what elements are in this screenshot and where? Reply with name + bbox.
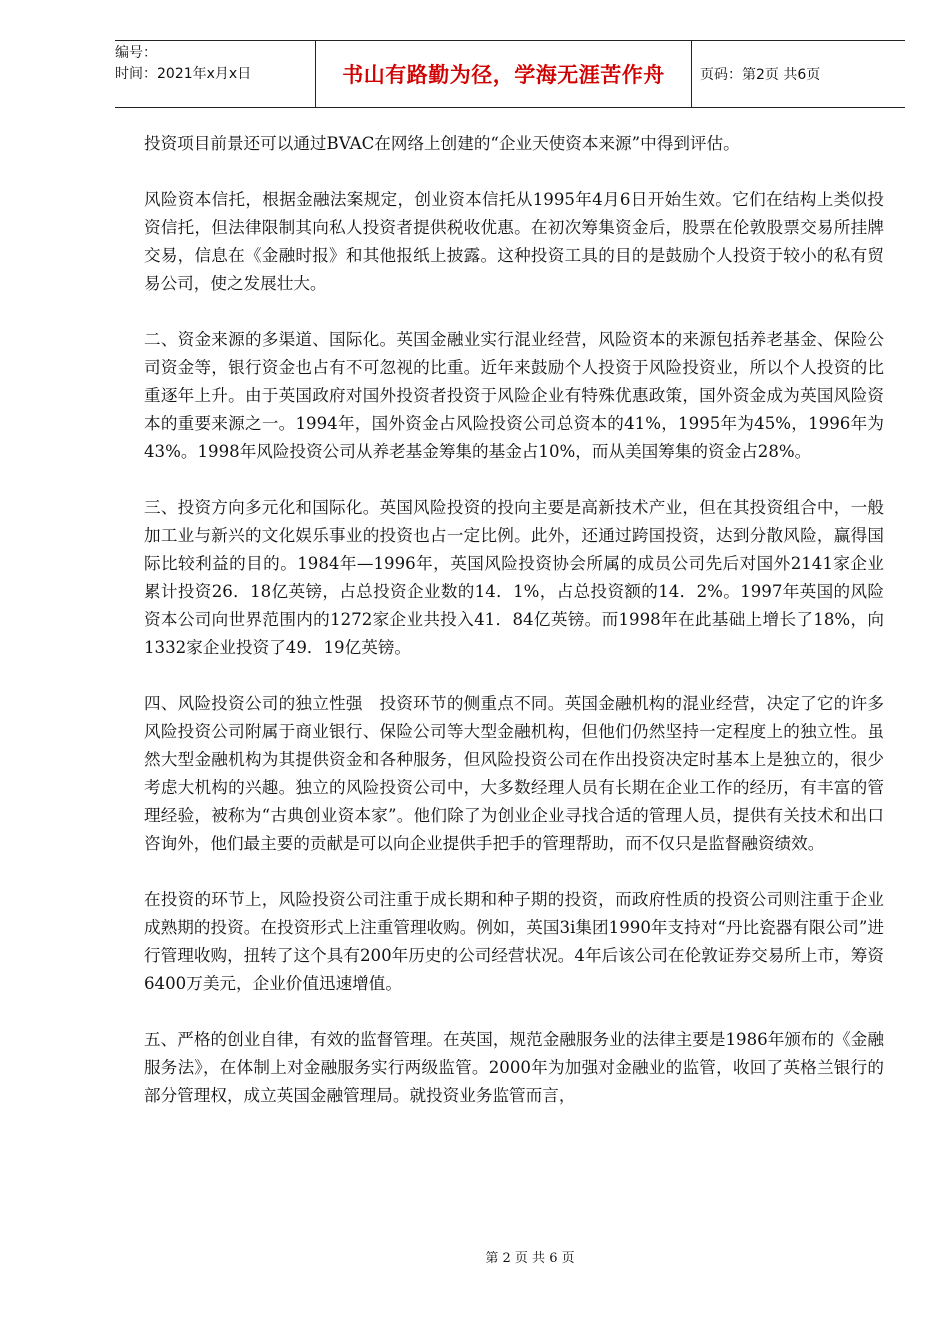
header-meta (115, 41, 315, 109)
paragraph: 投资项目前景还可以通过BVAC在网络上创建的“企业天使资本来源”中得到评估。 (144, 134, 740, 153)
page-label: 页码：第2页 共6页 (700, 67, 821, 83)
serial-label: 编号： (115, 45, 157, 61)
time-label: 时间：2021年x月x日 (115, 66, 252, 82)
footer-page-number: 第 2 页 共 6 页 (485, 1251, 575, 1266)
paragraph: 在投资的环节上，风险投资公司注重于成长期和种子期的投资，而政府性质的投资公司则注重于企业成熟期的投资。在投资形式上注重管理收购。例如，英国3i集团1990年支持对“丹比瓷器有限公司”进行管理收购，扭转了这个具有200年历史的公司经营状况。4年后该公司在伦敦证券交易所上市，筹资6400万美元，企业价值迅速增值。 (144, 890, 884, 993)
page-footer (0, 1247, 950, 1266)
page-header (115, 40, 905, 108)
motto-text: 书山有路勤为径，学海无涯苦作舟 (342, 63, 665, 87)
paragraph: 二、资金来源的多渠道、国际化。英国金融业实行混业经营，风险资本的来源包括养老基金、保险公司资金等，银行资金也占有不可忽视的比重。近年来鼓励个人投资于风险投资业，所以个人投资的比重逐年上升。由于英国政府对国外投资者投资于风险企业有特殊优惠政策，国外资金成为英国风险资本的重要来源之一。1994年，国外资金占风险投资公司总资本的41%，1995年为45%，1996年为43%。1998年风险投资公司从养老基金筹集的基金占10%，而从美国筹集的资金占28%。 (144, 330, 884, 461)
header-page-cell (700, 41, 905, 107)
header-motto-cell (315, 41, 692, 107)
document-body (144, 130, 884, 1138)
paragraph: 三、投资方向多元化和国际化。英国风险投资的投向主要是高新技术产业，但在其投资组合中，一般加工业与新兴的文化娱乐事业的投资也占一定比例。此外，还通过跨国投资，达到分散风险，赢得国际比较利益的目的。1984年—1996年，英国风险投资协会所属的成员公司先后对国外2141家企业累计投资26．18亿英镑，占总投资企业数的14．1%，占总投资额的14．2%。1997年英国的风险资本公司向世界范围内的1272家企业共投入41．84亿英镑。而1998年在此基础上增长了18%，向1332家企业投资了49．19亿英镑。 (144, 498, 884, 657)
paragraph: 五、严格的创业自律，有效的监督管理。在英国，规范金融服务业的法律主要是1986年颁布的《金融服务法》，在体制上对金融服务实行两级监管。2000年为加强对金融业的监管，收回了英格兰银行的部分管理权，成立英国金融管理局。就投资业务监管而言， (144, 1030, 884, 1105)
paragraph: 四、风险投资公司的独立性强 投资环节的侧重点不同。英国金融机构的混业经营，决定了它的许多风险投资公司附属于商业银行、保险公司等大型金融机构，但他们仍然坚持一定程度上的独立性。虽然大型金融机构为其提供资金和各种服务，但风险投资公司在作出投资决定时基本上是独立的，很少考虑大机构的兴趣。独立的风险投资公司中，大多数经理人员有长期在企业工作的经历，有丰富的管理经验，被称为“古典创业资本家”。他们除了为创业企业寻找合适的管理人员，提供有关技术和出口咨询外，他们最主要的贡献是可以向企业提供手把手的管理帮助，而不仅只是监督融资绩效。 (144, 694, 884, 853)
paragraph: 风险资本信托，根据金融法案规定，创业资本信托从1995年4月6日开始生效。它们在结构上类似投资信托，但法律限制其向私人投资者提供税收优惠。在初次筹集资金后，股票在伦敦股票交易所挂牌交易，信息在《金融时报》和其他报纸上披露。这种投资工具的目的是鼓励个人投资于较小的私有贸易公司，使之发展壮大。 (144, 190, 884, 293)
